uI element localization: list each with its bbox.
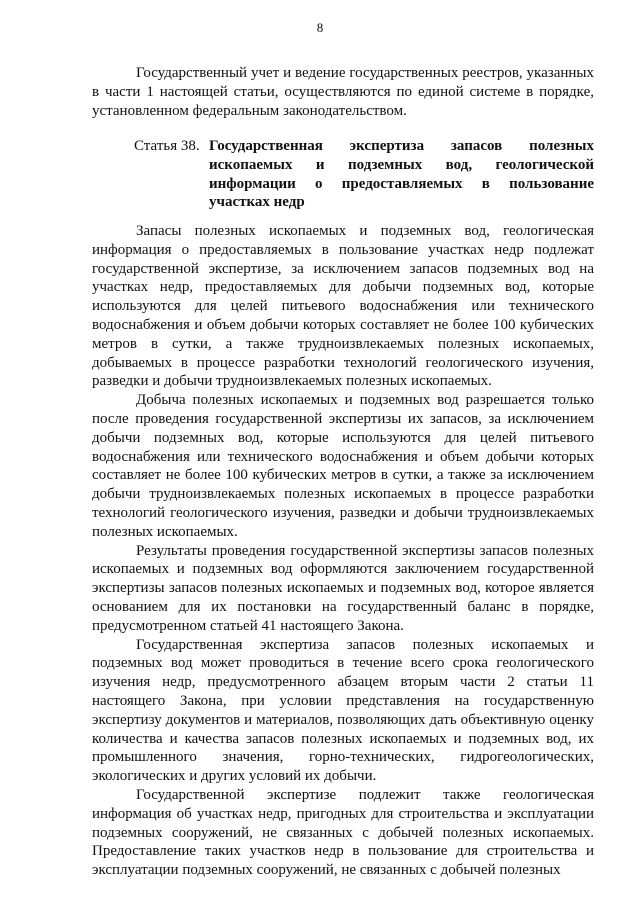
body-paragraph-2: Добыча полезных ископаемых и подземных вод разрешается только после проведения государственной экспертизы их запасов, за исключением добычи подземных вод, которые используются для целей питьевого водоснабжения или технического водоснабжения и объем добычи которых составляет не более 100 кубических метров в сутки, а также за исключением добычи трудноизвлекаемых полезных ископаемых в процессе разработки технологий геологического изучения, разведки и добычи трудноизвлекаемых полезных ископаемых. (92, 392, 594, 540)
body-paragraph-5: Государственной экспертизе подлежит также геологическая информация об участках недр, пригодных для строительства и эксплуатации подземных сооружений, не связанных с добычей полезных ископаемых. Предоставление таких участков недр в пользование для строительства и эксплуатации подземных сооружений, не связанных с добычей полезных (92, 786, 594, 879)
body-paragraph-1: Запасы полезных ископаемых и подземных вод, геологическая информация о предоставляемых в пользование участках недр подлежат государственной экспертизе, за исключением запасов подземных вод на участках недр, предоставляемых для добычи подземных вод, которые используются для целей питьевого водоснабжения или технического водоснабжения и объем добычи которых составляет не более 100 кубических метров в сутки, а также трудноизвлекаемых полезных ископаемых, добываемых в процессе разработки технологий геологического изучения, разведки и добычи трудноизвлекаемых полезных ископаемых. (92, 223, 594, 390)
body-paragraph-3: Результаты проведения государственной экспертизы запасов полезных ископаемых и подземных вод оформляются заключением государственной экспертизы запасов полезных ископаемых и подземных вод, которое является основанием для их постановки на государственный баланс в порядке, предусмотренном статьей 41 настоящего Закона. (92, 542, 594, 634)
article-heading (134, 137, 594, 212)
intro-block (92, 64, 594, 120)
page-number: 8 (316, 20, 324, 35)
article-title: Государственная экспертиза запасов полезных ископаемых и подземных вод, геологической информации о предоставляемых в пользование участках недр (209, 138, 594, 211)
body-paragraph-4: Государственная экспертиза запасов полезных ископаемых и подземных вод может проводиться в течение всего срока геологического изучения недр, предусмотренного абзацем вторым части 2 статьи 11 настоящего Закона, при условии представления на государственную экспертизу документов и материалов, позволяющих дать объективную оценку количества и качества запасов полезных ископаемых и подземных вод, их промышленного значения, горно-технических, гидрогеологических, экологических и других условий их добычи. (92, 636, 594, 785)
article-body (92, 222, 594, 880)
article-label: Статья 38. (134, 138, 200, 154)
intro-paragraph: Государственный учет и ведение государственных реестров, указанных в части 1 настоящей статьи, осуществляются по единой системе в порядке, установленном федеральным законодательством. (92, 65, 594, 119)
